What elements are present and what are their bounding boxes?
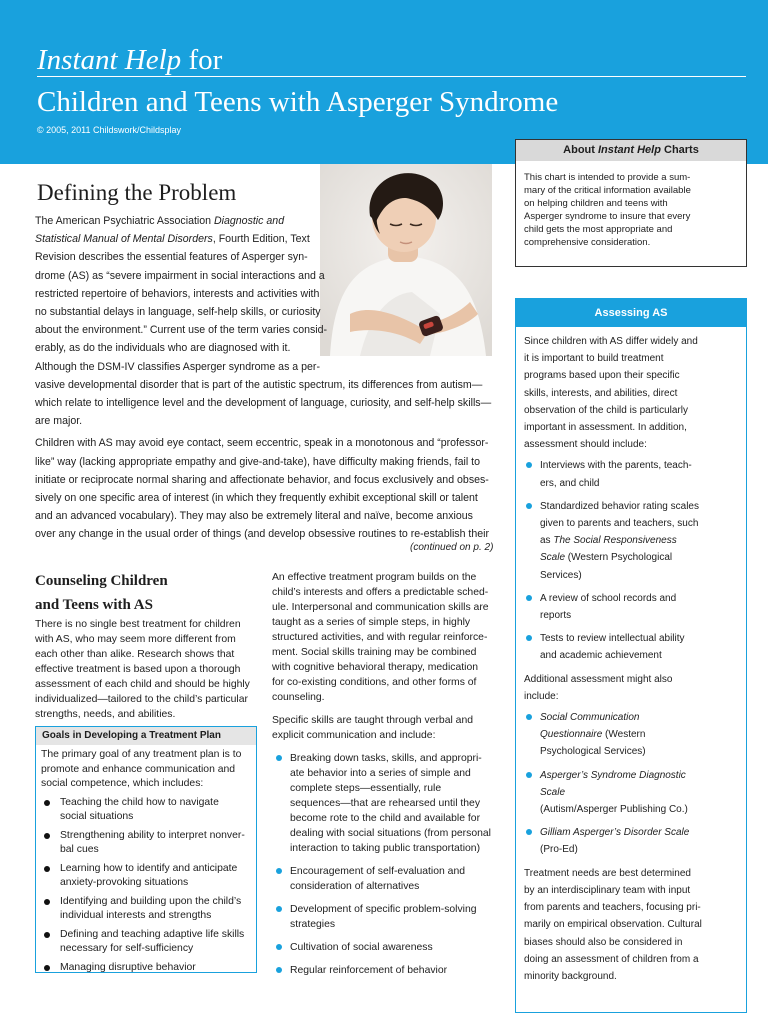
list-item: Cultivation of social awareness [272, 940, 504, 955]
page-title: Children and Teens with Asperger Syndrome [37, 86, 559, 118]
counseling-text: There is no single best treatment for children with AS, who may seem more different from each other than alike. Research shows that effective treatment is based upon a thorough assessment of each child and should be highly individualized—tailored to the child’s particular strengths, needs, and abilities. [35, 619, 250, 720]
bullet-icon [526, 772, 532, 778]
list-item: Breaking down tasks, skills, and appropri- ate behavior into a series of simple and complete steps—essentially, rule sequences—that are rehearsed until they become rote to the child and available for dealing with social situations (from personal interaction to taking public transportation) [272, 751, 504, 856]
continued-note: (continued on p. 2) [410, 542, 494, 553]
assessing-box [515, 298, 747, 1013]
bullet-icon [526, 635, 532, 641]
bullet-icon [276, 906, 282, 912]
list-item: Interviews with the parents, teach- ers, and child [524, 457, 740, 491]
list-item: Standardized behavior rating scales given to parents and teachers, such as The Social Responsiveness Scale (Western Psychological Services) [524, 498, 740, 584]
goals-box [35, 726, 257, 973]
list-item: Learning how to identify and anticipate anxiety-provoking situations [41, 862, 252, 891]
list-item: Asperger’s Syndrome Diagnostic Scale (Autism/Asperger Publishing Co.) [524, 767, 740, 819]
bullet-icon [44, 833, 50, 839]
header-rule [37, 76, 746, 77]
bullet-icon [44, 800, 50, 806]
skills-list [272, 751, 504, 978]
additional-assessment-list [524, 709, 740, 859]
bullet-icon [526, 829, 532, 835]
bullet-icon [526, 503, 532, 509]
assessment-list [524, 457, 740, 664]
bullet-icon [276, 944, 282, 950]
list-item: A review of school records and reports [524, 590, 740, 624]
about-box [515, 139, 747, 267]
assessing-box-text: Since children with AS differ widely and it is important to build treatment programs based upon their specific skills, interests, and abilities, direct observation of the child is particularly important in assessment. In addition, assessment should include: Interviews with the parents, teach- ers, and child Standardized behavior rating scales given to parents and teachers, such as The Social Responsiveness Scale (Western Psychological Services) A review of school records and reports Tests to review intellectual ability and academic achievement Additional assessment might also include: Social Communication Questionnaire (Western Psychological Services) Asperger’s Syndrome Diagnostic Scale (Autism/Asperger Publishing Co.) Gilliam Asperger’s Disorder Scale (Pro-Ed) Treatment needs are best determined by an interdisciplinary team with input from parents and teachers, focusing pri- marily on empirical observation. Cultural biases should also be considered in doing an assessment of children from a minority background. [516, 327, 746, 985]
bullet-icon [526, 595, 532, 601]
list-item: Managing disruptive behavior [41, 961, 252, 976]
about-box-text: This chart is intended to provide a sum- mary of the critical information available on helping children and teens with Asperger syndrome to insure that every child gets the most appropriate and comprehensive consideration. [524, 172, 691, 248]
assessing-box-heading: Assessing AS [516, 299, 746, 327]
bullet-icon [44, 899, 50, 905]
goals-box-heading: Goals in Developing a Treatment Plan [36, 727, 256, 745]
defining-text: The American Psychiatric Association Diagnostic and Statistical Manual of Mental Disorders, Fourth Edition, Text Revision describes the essential features of Asperger syn- drome (AS) as “severe impairment in social interactions and a restricted repertoire of behaviors, interests and activities with no substantial delays in language, self-help skills, or curiosity about the environment.” Current use of the term varies consid- erably, as do the individuals who are diagnosed with it. Although the DSM-IV classifies Asperger syndrome as a per- vasive developmental disorder that is part of the autistic spectrum, its differences from autism— which relate to intelligence level and the development of language, curiosity, and self-help skills— are major. Children with AS may avoid eye contact, seem eccentric, speak in a monotonous and “professor- like” way (lacking appropriate empathy and give-and-take), have difficulty making friends, fail to initiate or reciprocate normal sharing and affectionate behavior, and focus exclusively and obses- sively on one specific area of interest (in which they frequently exhibit exceptional skill or talent and an advanced vocabulary). They may also be extremely literal and naïve, become anxious over any change in the usual order of things (and develop obsessive routines to re-establish their [35, 215, 492, 541]
list-item: Identifying and building upon the child’s individual interests and strengths [41, 895, 252, 924]
list-item: Teaching the child how to navigate social situations [41, 796, 252, 825]
list-item: Defining and teaching adaptive life skills necessary for self-sufficiency [41, 928, 252, 957]
bullet-icon [44, 965, 50, 971]
series-title: Instant Help for [37, 44, 223, 76]
goals-box-text: The primary goal of any treatment plan is to promote and enhance communication and social competence, which includes: Teaching the child how to navigate social situations Strengthening ability to interpret nonver- bal cues Learning how to identify and anticipate anxiety-provoking situations Identifying and building upon the child’s individual interests and strengths Defining and teaching adaptive life skills necessary for self-sufficiency Managing disruptive behavior [36, 745, 256, 975]
bullet-icon [276, 967, 282, 973]
section-heading-counseling: Counseling Children and Teens with AS [35, 573, 168, 613]
bullet-icon [526, 714, 532, 720]
bullet-icon [276, 868, 282, 874]
list-item: Social Communication Questionnaire (Western Psychological Services) [524, 709, 740, 761]
list-item: Tests to review intellectual ability and academic achievement [524, 630, 740, 664]
copyright: © 2005, 2011 Childswork/Childsplay [37, 125, 182, 135]
list-item: Strengthening ability to interpret nonver- bal cues [41, 829, 252, 858]
list-item: Regular reinforcement of behavior [272, 963, 504, 978]
bullet-icon [44, 932, 50, 938]
list-item: Encouragement of self-evaluation and consideration of alternatives [272, 864, 504, 894]
goals-list [41, 796, 252, 976]
treatment-program-text: An effective treatment program builds on the child’s interests and offers a predictable sched- ule. Interpersonal and communication skills are taught as a series of simple steps, in highly structured activities, and with regular reinforce- ment. Social skills training may be combined with cognitive behavioral therapy, medication for co-existing conditions, and other forms of counseling. Specific skills are taught through verbal and explicit communication and include: Breaking down tasks, skills, and appropri- ate behavior into a series of simple and complete steps—essentially, rule sequences—that are rehearsed until they become rote to the child and available for dealing with social situations (from personal interaction to taking public transportation) Encouragement of self-evaluation and consideration of alternatives Development of specific problem-solving strategies Cultivation of social awareness Regular reinforcement of behavior [272, 570, 504, 986]
bullet-icon [526, 462, 532, 468]
section-heading-defining: Defining the Problem [37, 180, 237, 205]
about-box-heading: About Instant Help Charts [516, 140, 746, 161]
list-item: Development of specific problem-solving strategies [272, 902, 504, 932]
list-item: Gilliam Asperger’s Disorder Scale (Pro-Ed) [524, 824, 740, 858]
bullet-icon [276, 755, 282, 761]
bullet-icon [44, 866, 50, 872]
